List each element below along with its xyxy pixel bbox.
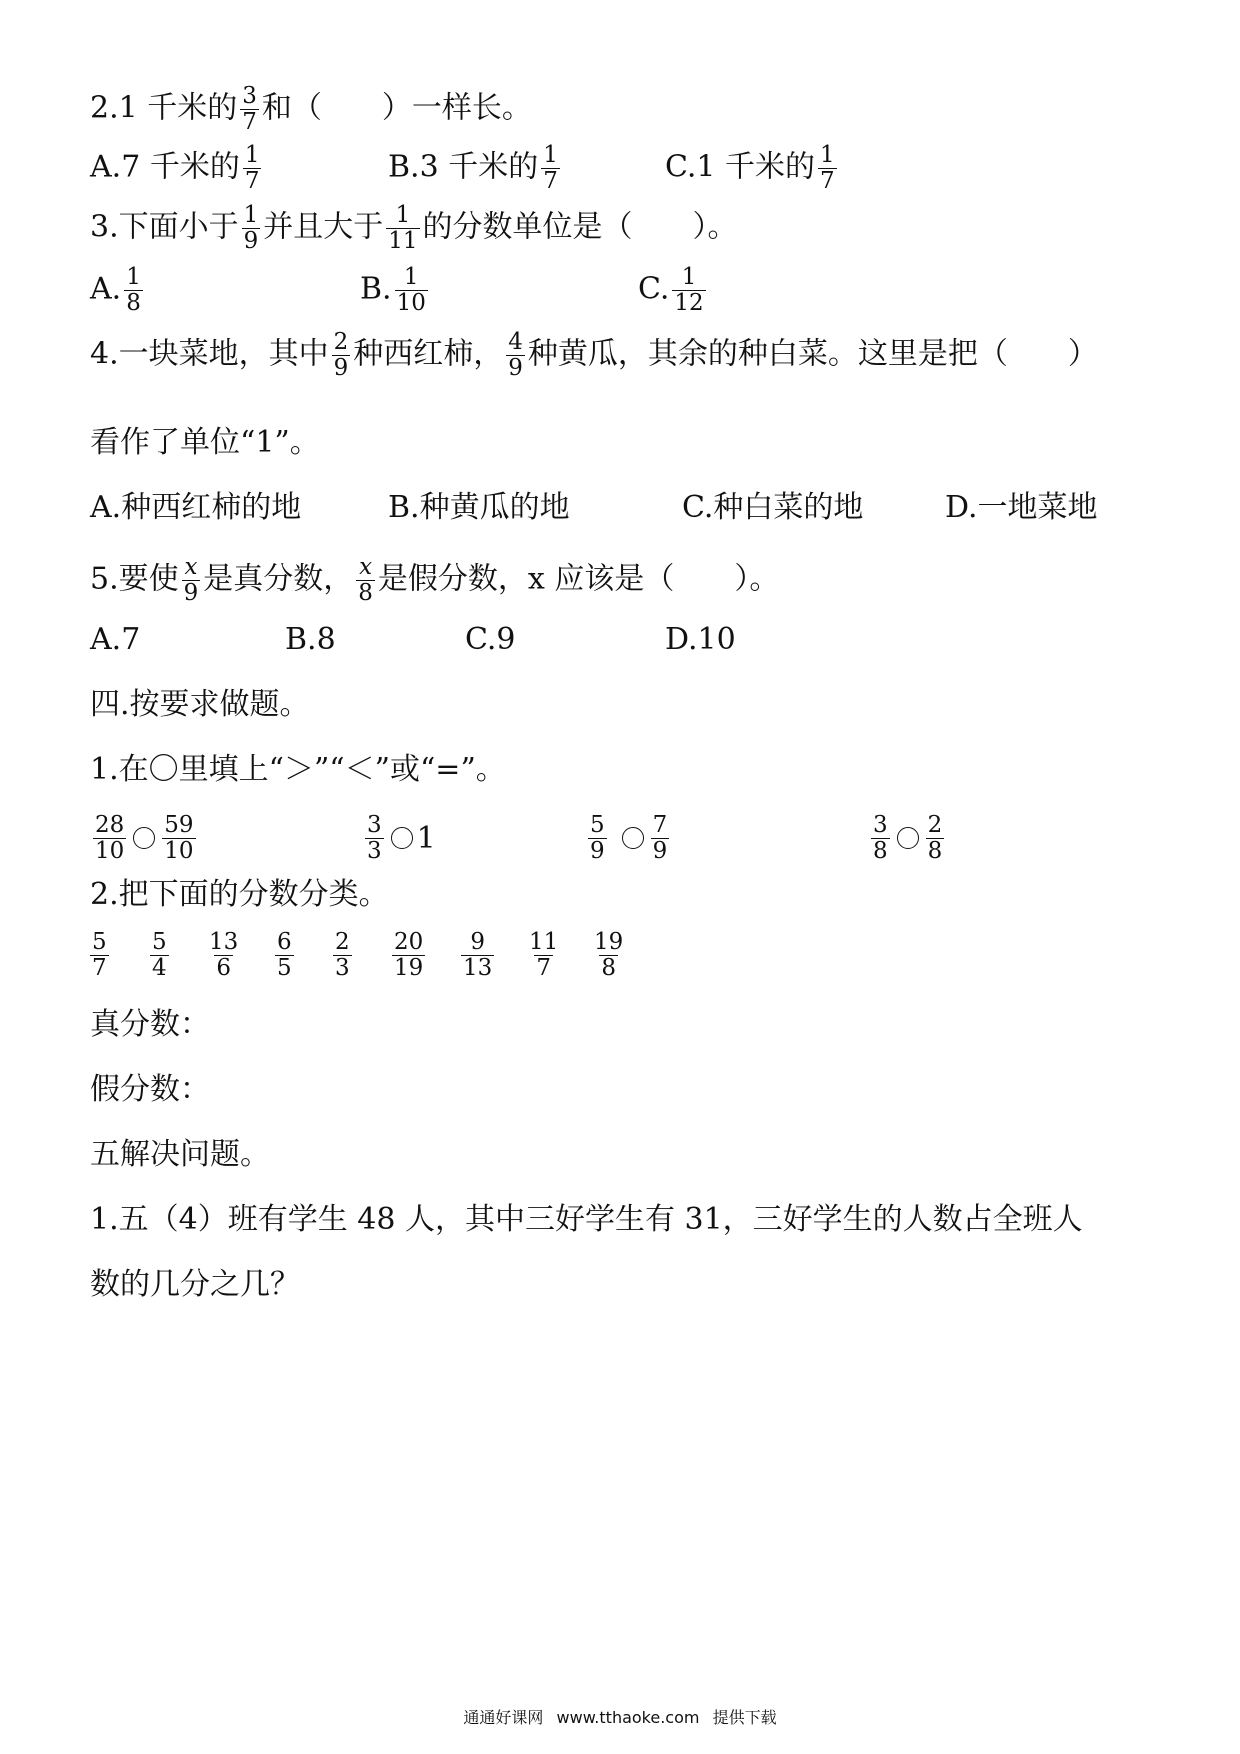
fraction <box>541 143 560 194</box>
option-b[interactable] <box>388 143 563 194</box>
question-5-options <box>0 620 1000 660</box>
numerator: 5 <box>590 811 605 838</box>
fraction <box>242 203 261 254</box>
option-a[interactable]: A.7 <box>90 622 141 657</box>
option-c[interactable] <box>638 265 709 316</box>
option-c[interactable] <box>665 143 840 194</box>
numerator: 3 <box>242 83 257 109</box>
denominator: 9 <box>508 355 523 381</box>
denominator: 3 <box>335 955 350 981</box>
fraction <box>651 813 670 864</box>
fraction <box>871 813 890 864</box>
numerator: 1 <box>820 142 835 168</box>
option-c[interactable]: C.种白菜的地 <box>682 490 864 525</box>
q4-middle: 种西红柿， <box>353 336 504 372</box>
compare-circle[interactable] <box>133 827 155 849</box>
numerator: 13 <box>209 929 239 955</box>
denominator: 9 <box>333 355 349 381</box>
footer-suffix: 提供下载 <box>712 1708 777 1727</box>
fraction <box>93 813 126 864</box>
numerator: 1 <box>543 142 558 168</box>
denominator: 7 <box>820 168 835 194</box>
option-d[interactable]: D.10 <box>665 622 736 657</box>
section-4-q1-text: 1.在〇里填上“＞”“＜”或“=”。 <box>90 752 506 787</box>
section-4-title: 四.按要求做题。 <box>90 687 310 722</box>
q4-prefix: 4.一块菜地，其中 <box>90 336 329 372</box>
denominator: 9 <box>243 228 259 254</box>
numerator: 1 <box>126 264 141 290</box>
section-5-q1-line2: 数的几分之几？ <box>90 1267 300 1302</box>
fraction <box>592 930 625 981</box>
question-4-options <box>0 488 1200 528</box>
fraction <box>395 265 428 316</box>
denominator: 5 <box>277 955 292 981</box>
fraction <box>124 265 143 316</box>
option-d[interactable]: D.一地菜地 <box>945 490 1098 525</box>
compare-circle[interactable] <box>622 827 644 849</box>
denominator: 3 <box>367 837 382 864</box>
question-2-stem <box>90 84 532 135</box>
fraction <box>150 930 169 981</box>
numerator: x <box>359 554 373 580</box>
fraction <box>182 555 201 606</box>
option-c[interactable]: C.9 <box>465 622 516 657</box>
denominator: 6 <box>216 955 231 981</box>
denominator: 7 <box>92 955 107 981</box>
denominator: 8 <box>126 290 141 316</box>
improper-fraction-label: 假分数： <box>90 1072 210 1107</box>
numerator: 59 <box>164 811 194 838</box>
question-5-stem <box>90 555 779 606</box>
q3-suffix: 的分数单位是（ ）。 <box>422 209 738 245</box>
q5-middle: 是真分数， <box>203 561 354 597</box>
denominator: 7 <box>536 955 551 981</box>
fraction <box>356 555 375 606</box>
proper-fraction-label: 真分数： <box>90 1007 210 1042</box>
option-a[interactable] <box>90 265 146 316</box>
fraction <box>461 930 494 981</box>
section-4-q2-text: 2.把下面的分数分类。 <box>90 877 389 912</box>
fraction <box>926 813 945 864</box>
comparison-item <box>90 808 199 868</box>
numerator: 1 <box>243 202 259 228</box>
option-label: B.3 千米的 <box>388 149 539 185</box>
numerator: 28 <box>95 811 125 838</box>
comparison-item <box>868 808 947 868</box>
section-5-q1-line1: 1.五（4）班有学生 48 人，其中三好学生有 31，三好学生的人数占全班人 <box>90 1202 1083 1237</box>
numerator: 3 <box>873 811 888 838</box>
fraction <box>333 930 352 981</box>
numerator: 6 <box>277 929 292 955</box>
denominator: 19 <box>394 955 424 981</box>
fraction <box>207 930 240 981</box>
denominator: 8 <box>601 955 616 981</box>
question-2-options <box>0 142 1080 194</box>
fraction <box>243 143 262 194</box>
numerator: 19 <box>594 929 624 955</box>
denominator: 10 <box>95 837 125 864</box>
numerator: 1 <box>244 142 260 168</box>
option-a[interactable]: A.种西红柿的地 <box>90 490 302 525</box>
q3-middle: 并且大于 <box>263 209 384 245</box>
footer-url[interactable]: www.tthaoke.com <box>556 1708 700 1727</box>
option-label: B. <box>360 271 392 307</box>
numerator: 4 <box>508 329 523 355</box>
fraction <box>386 203 419 254</box>
numerator: 2 <box>927 811 943 838</box>
comparison-item <box>585 808 672 868</box>
fraction <box>672 265 705 316</box>
fraction <box>275 930 294 981</box>
option-label: C.1 千米的 <box>665 149 816 185</box>
footer-site-name: 通通好课网 <box>463 1708 544 1727</box>
fraction <box>90 930 109 981</box>
question-3-options <box>0 264 1080 316</box>
numerator: 11 <box>529 929 559 955</box>
question-3-stem <box>90 203 738 254</box>
q5-suffix: 是假分数，x 应该是（ ）。 <box>377 561 780 597</box>
q3-prefix: 3.下面小于 <box>90 209 239 245</box>
fraction <box>527 930 560 981</box>
fraction <box>588 813 607 864</box>
denominator: 9 <box>652 837 668 864</box>
denominator: 11 <box>388 228 418 254</box>
numerator: 9 <box>470 929 485 955</box>
denominator: 8 <box>358 580 373 606</box>
fraction <box>506 330 525 381</box>
q2-prefix: 2.1 千米的 <box>90 90 238 126</box>
q4-suffix: 种黄瓜，其余的种白菜。这里是把（ ） <box>527 336 1098 372</box>
denominator: 12 <box>674 290 704 316</box>
integer-value: 1 <box>416 820 436 856</box>
question-4-stem <box>90 330 1098 381</box>
denominator: 9 <box>183 580 199 606</box>
option-b[interactable] <box>360 265 431 316</box>
section-5-title: 五解决问题。 <box>90 1137 270 1172</box>
denominator: 10 <box>396 290 426 316</box>
denominator: 13 <box>463 955 493 981</box>
numerator: 2 <box>333 329 349 355</box>
denominator: 7 <box>242 109 257 135</box>
fraction <box>240 84 259 135</box>
comparison-item <box>362 808 436 868</box>
numerator: 1 <box>403 264 419 290</box>
fraction <box>365 813 384 864</box>
comparison-row <box>0 808 1240 868</box>
numerator: 7 <box>652 811 668 838</box>
denominator: 4 <box>152 955 167 981</box>
fraction <box>818 143 837 194</box>
compare-circle[interactable] <box>897 827 919 849</box>
option-label: C. <box>638 271 670 307</box>
numerator: 5 <box>152 929 167 955</box>
denominator: 7 <box>244 168 260 194</box>
q5-prefix: 5.要使 <box>90 561 179 597</box>
option-label: A.7 千米的 <box>90 149 240 185</box>
denominator: 9 <box>590 837 605 864</box>
numerator: 20 <box>394 929 424 955</box>
numerator: 1 <box>395 202 411 228</box>
q2-suffix: 和（ ）一样长。 <box>261 90 532 126</box>
denominator: 7 <box>543 168 558 194</box>
compare-circle[interactable] <box>391 827 413 849</box>
fraction-list <box>0 930 1240 990</box>
option-a[interactable] <box>90 143 264 194</box>
numerator: 3 <box>367 811 382 838</box>
option-b[interactable]: B.8 <box>285 622 336 657</box>
option-b[interactable]: B.种黄瓜的地 <box>388 490 570 525</box>
footer <box>0 1705 1240 1728</box>
denominator: 8 <box>927 837 943 864</box>
denominator: 8 <box>873 837 888 864</box>
fraction <box>162 813 195 864</box>
option-label: A. <box>90 271 122 307</box>
fraction <box>392 930 425 981</box>
numerator: 5 <box>92 929 107 955</box>
numerator: x <box>184 554 198 580</box>
question-4-stem-line2: 看作了单位“1”。 <box>90 425 320 460</box>
fraction <box>332 330 351 381</box>
denominator: 10 <box>164 837 194 864</box>
numerator: 2 <box>335 929 350 955</box>
numerator: 1 <box>681 264 697 290</box>
